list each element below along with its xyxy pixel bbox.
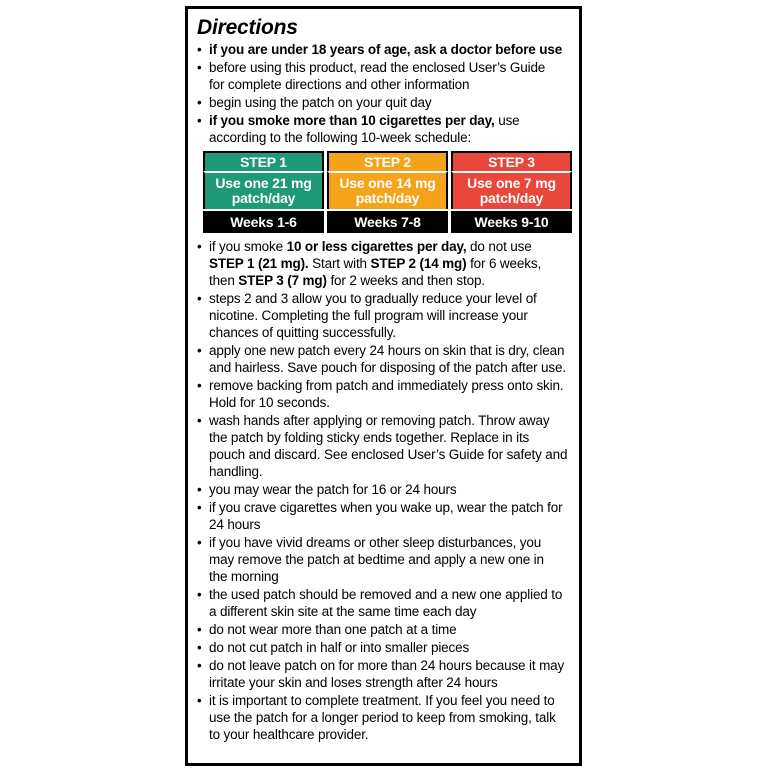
bullet-text: chances of quitting successfully. (209, 325, 396, 340)
bullet-bold-text: if you are under 18 years of age, ask a doctor before use (209, 42, 563, 57)
bullet-age-warning (196, 41, 568, 58)
bullet-dot: • (197, 535, 202, 550)
bullet-dot: • (197, 622, 202, 637)
bullet-bold-text: STEP 3 (7 mg) (238, 273, 327, 288)
bullet-text: do not use (466, 239, 532, 254)
step-1-dose-line1: Use one 21 mg (215, 175, 312, 191)
bullet-text: the morning (209, 569, 279, 584)
bullet-text: do not cut patch in half or into smaller pieces (209, 640, 470, 655)
bullet-dot: • (197, 95, 202, 110)
bullet-dot: • (197, 343, 202, 358)
list-item (196, 621, 568, 638)
bullet-smoke-less (196, 238, 568, 289)
bullet-dot: • (197, 378, 202, 393)
bullet-text: it is important to complete treatment. If you feel you need to (209, 693, 555, 708)
list-item (196, 692, 568, 743)
bullet-dot: • (197, 113, 202, 128)
bullet-text: begin using the patch on your quit day (209, 95, 432, 110)
bullet-read-guide (196, 59, 568, 93)
bullet-text: Hold for 10 seconds. (209, 395, 330, 410)
bullet-dot: • (197, 640, 202, 655)
bullet-bold-text: STEP 1 (21 mg). (209, 256, 309, 271)
bullet-text: for complete directions and other information (209, 77, 470, 92)
bullet-quit-day (196, 94, 568, 111)
bullet-text: irritate your skin and loses strength after 24 hours (209, 675, 498, 690)
bullet-text: nicotine. Completing the full program will increase your (209, 308, 528, 323)
bullet-text: do not wear more than one patch at a time (209, 622, 457, 637)
step-3-weeks: Weeks 9-10 (451, 211, 572, 233)
bullet-dot: • (197, 60, 202, 75)
list-item (196, 499, 568, 533)
list-item (196, 657, 568, 691)
bullet-text: apply one new patch every 24 hours on skin that is dry, clean (209, 343, 565, 358)
directions-bullet-list (196, 290, 568, 743)
bullet-text: if you smoke (209, 239, 287, 254)
step-1-label: STEP 1 (203, 151, 324, 171)
step-2-column (327, 151, 448, 233)
bullet-text: if you have vivid dreams or other sleep disturbances, you (209, 535, 542, 550)
bullet-text: a different skin site at the same time each day (209, 604, 477, 619)
bullet-bold-text: STEP 2 (14 mg) (370, 256, 467, 271)
list-item (196, 290, 568, 341)
step-3-dose (451, 171, 572, 209)
bullet-dot: • (197, 500, 202, 515)
bullet-text: for 6 weeks, (466, 256, 542, 271)
bullet-text: use the patch for a longer period to keep from smoking, talk (209, 710, 556, 725)
bullet-text: and hairless. Save pouch for disposing of the patch after use. (209, 360, 566, 375)
step-schedule-table (203, 151, 572, 233)
bullet-text: handling. (209, 464, 263, 479)
bullet-dot: • (197, 413, 202, 428)
step-3-dose-line1: Use one 7 mg (467, 175, 556, 191)
bullet-dot: • (197, 239, 202, 254)
list-item (196, 586, 568, 620)
list-item (196, 534, 568, 585)
bullet-text: you may wear the patch for 16 or 24 hours (209, 482, 457, 497)
list-item (196, 639, 568, 656)
step-1-column (203, 151, 324, 233)
bullet-text: to your healthcare provider. (209, 727, 369, 742)
bullet-bold-text: if you smoke more than 10 cigarettes per day, (209, 113, 495, 128)
bullet-more-than-10 (196, 112, 568, 146)
bullet-bold-text: 10 or less cigarettes per day, (286, 239, 467, 254)
bullet-text: pouch and discard. See enclosed User’s Guide for safety and (209, 447, 568, 462)
bullet-text: before using this product, read the enclosed User’s Guide (209, 60, 546, 75)
bullet-dot: • (197, 291, 202, 306)
bullet-text: the used patch should be removed and a new one applied to (209, 587, 563, 602)
bullet-dot: • (197, 658, 202, 673)
step-2-dose-line1: Use one 14 mg (339, 175, 436, 191)
step-1-dose-line2: patch/day (231, 190, 296, 206)
step-3-column (451, 151, 572, 233)
bullet-text: if you crave cigarettes when you wake up, wear the patch for (209, 500, 563, 515)
step-3-dose-line2: patch/day (479, 190, 544, 206)
list-item (196, 481, 568, 498)
step-1-dose (203, 171, 324, 209)
bullet-text: may remove the patch at bedtime and apply a new one in (209, 552, 544, 567)
bullet-text: use (494, 113, 520, 128)
step-2-dose (327, 171, 448, 209)
bullet-dot: • (197, 693, 202, 708)
bullet-text: steps 2 and 3 allow you to gradually reduce your level of (209, 291, 537, 306)
directions-title: Directions (197, 16, 298, 39)
step-1-weeks: Weeks 1-6 (203, 211, 324, 233)
bullet-text: then (209, 273, 239, 288)
bullet-text: do not leave patch on for more than 24 hours because it may (209, 658, 565, 673)
bullet-text: 24 hours (209, 517, 261, 532)
list-item (196, 377, 568, 411)
bullet-dot: • (197, 587, 202, 602)
bullet-dot: • (197, 482, 202, 497)
step-2-label: STEP 2 (327, 151, 448, 171)
directions-panel (185, 6, 582, 766)
bullet-text: for 2 weeks and then stop. (326, 273, 485, 288)
bullet-text: Start with (308, 256, 371, 271)
directions-content (196, 17, 568, 744)
bullet-dot: • (197, 42, 202, 57)
step-3-label: STEP 3 (451, 151, 572, 171)
list-item (196, 342, 568, 376)
bullet-text: according to the following 10-week schedule: (209, 130, 472, 145)
step-2-dose-line2: patch/day (355, 190, 420, 206)
bullet-text: wash hands after applying or removing patch. Throw away (209, 413, 550, 428)
list-item (196, 412, 568, 480)
bullet-text: remove backing from patch and immediately press onto skin. (209, 378, 564, 393)
step-2-weeks: Weeks 7-8 (327, 211, 448, 233)
bullet-text: the patch by folding sticky ends together. Replace in its (209, 430, 530, 445)
